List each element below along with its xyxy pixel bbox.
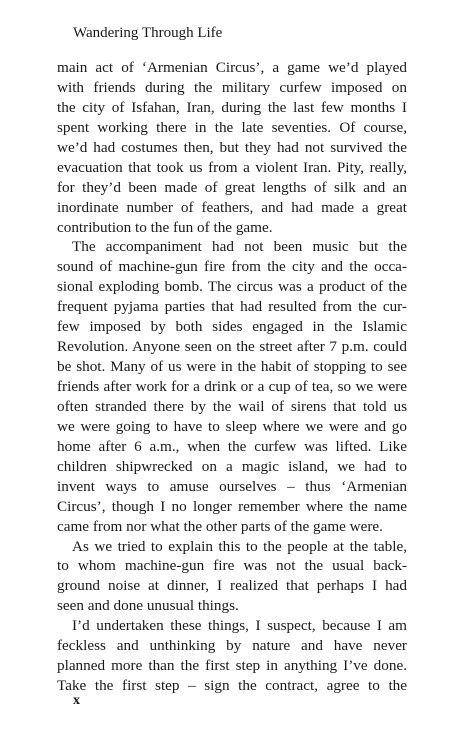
text-line: ground noise at dinner, I realized that perhaps I had — [57, 577, 407, 595]
text-line: frequent pyjama parties that had resulted from the cur- — [57, 298, 407, 316]
text-line: seen and done unusual things. — [57, 597, 239, 615]
text-line: feckless and unthinking by nature and have never — [57, 637, 407, 655]
text-line: evacuation that took us from a violent Iran. Pity, really, — [57, 158, 407, 176]
text-line: Take the first step – sign the contract, agree to the — [57, 677, 407, 695]
text-line: Circus’, though I no longer remember where the name — [57, 497, 407, 515]
text-line: invent ways to amuse ourselves – thus ‘Armenian — [57, 477, 407, 495]
body-text — [57, 58, 407, 696]
text-line: home after 6 a.m., when the curfew was lifted. Like — [57, 437, 407, 455]
text-line: inordinate number of feathers, and had made a great — [57, 198, 407, 216]
text-line: often stranded there by the wail of sirens that told us — [57, 397, 407, 415]
text-line: The accompaniment had not been music but the — [72, 238, 407, 256]
running-header: Wandering Through Life — [73, 25, 223, 41]
text-line: with friends during the military curfew imposed on — [57, 78, 407, 96]
text-line: main act of ‘Armenian Circus’, a game we’d played — [57, 59, 407, 76]
text-line: sound of machine-gun fire from the city and the occa- — [57, 258, 407, 276]
text-line: we were going to have to sleep where we were and go — [57, 417, 407, 435]
text-line: few imposed by both sides engaged in the Islamic — [57, 318, 407, 336]
text-line: to whom machine-gun fire was not the usual back- — [57, 557, 407, 575]
text-line: be shot. Many of us were in the habit of stopping to see — [57, 358, 407, 376]
text-line: Revolution. Anyone seen on the street after 7 p.m. could — [57, 338, 407, 356]
text-line: came from nor what the other parts of the game were. — [57, 517, 383, 535]
text-line: the city of Isfahan, Iran, during the last few months I — [57, 98, 407, 116]
text-line: As we tried to explain this to the people at the table, — [72, 537, 407, 555]
text-line: spent working there in the late seventies. Of course, — [57, 118, 407, 136]
text-line: for they’d been made of great lengths of silk and an — [57, 178, 407, 196]
text-line: sional exploding bomb. The circus was a product of the — [57, 278, 407, 296]
text-line: I’d undertaken these things, I suspect, because I am — [72, 617, 407, 635]
text-line: children shipwrecked on a magic island, we had to — [57, 457, 407, 475]
page-number: x — [73, 693, 80, 708]
text-line: planned more than the first step in anything I’ve done. — [57, 657, 407, 675]
text-line: friends after work for a drink or a cup of tea, so we were — [57, 378, 407, 395]
text-line: contribution to the fun of the game. — [57, 218, 273, 236]
text-line: we’d had costumes then, but they had not survived the — [57, 138, 407, 156]
